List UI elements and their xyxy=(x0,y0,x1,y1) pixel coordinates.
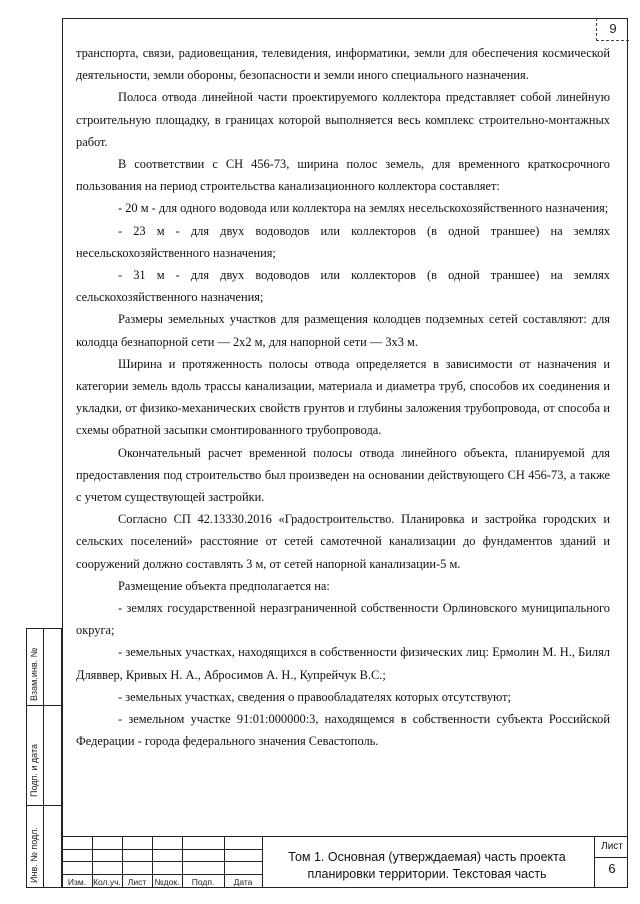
col-data: Дата xyxy=(233,877,253,887)
side-stamp-divider xyxy=(27,805,61,806)
paragraph: Размеры земельных участков для размещения колодцев подземных сетей составляют: для колодца безнапорной сети — 2х2 м, для напорной сети — 3х3 м. xyxy=(76,312,610,349)
paragraph: Размещение объекта предполагается на: xyxy=(118,578,330,593)
sheet-label: Лист xyxy=(601,841,623,852)
list-item: - земельных участках, сведения о правообладателях которых отсутствуют; xyxy=(118,689,511,704)
side-stamp-podp: Подп. и дата xyxy=(29,743,39,797)
sheet-number: 6 xyxy=(608,861,616,876)
list-item: - 23 м - для двух водоводов или коллекторов (в одной траншее) на землях несельскохозяйственного назначения; xyxy=(76,223,610,260)
paragraph: Ширина и протяженность полосы отвода определяется в зависимости от назначения и категории земель вдоль трассы канализации, материала и диаметра труб, способов их соединения и укладки, от физико-механических свойств грунтов и глубины заложения трубопровода, от способа и схемы обратной засыпки смонтированного трубопровода. xyxy=(76,356,610,438)
list-item: - 20 м - для одного водовода или коллектора на землях несельскохозяйственного назначения; xyxy=(118,201,609,216)
title-block-line xyxy=(594,837,595,888)
side-stamp xyxy=(26,628,62,888)
title-block-line xyxy=(262,837,263,888)
title-block-line xyxy=(594,857,628,858)
side-stamp-vzam: Взам.инв. № xyxy=(29,647,39,701)
page-number-box: 9 xyxy=(596,18,629,41)
paragraph: В соответствии с СН 456-73, ширина полос земель, для временного краткосрочного пользования на период строительства канализационного коллектора составляет: xyxy=(76,157,610,194)
paragraph: транспорта, связи, радиовещания, телевидения, информатики, земли для обеспечения космической деятельности, земли обороны, безопасности и земли иного специального назначения. xyxy=(76,46,610,83)
list-item: - 31 м - для двух водоводов или коллекторов (в одной траншее) на землях сельскохозяйственного назначения; xyxy=(76,268,610,305)
list-item: - землях государственной неразграниченной собственности Орлиновского муниципального округа; xyxy=(76,601,610,638)
list-item: - земельных участках, находящихся в собственности физических лиц: Ермолин М. Н., Билял Дляввер, Кривых Н. А., Абросимов А. Н., Купрейчук В.С.; xyxy=(76,645,610,682)
side-stamp-divider xyxy=(27,705,61,706)
col-podp: Подп. xyxy=(191,877,215,887)
paragraph: Полоса отвода линейной части проектируемого коллектора представляет собой линейную строительную площадку, в границах которой выполняется весь комплекс строительно-монтажных работ. xyxy=(76,90,610,149)
col-izm: Изм. xyxy=(67,877,87,887)
col-list: Лист xyxy=(127,877,147,887)
col-kol-uch: Кол.уч. xyxy=(93,877,121,887)
title-block xyxy=(62,836,628,888)
document-title: Том 1. Основная (утверждаемая) часть проекта планировки территории. Текстовая часть xyxy=(288,850,566,881)
col-ndok: №док. xyxy=(154,877,180,887)
paragraph: Согласно СП 42.13330.2016 «Градостроительство. Планировка и застройка городских и сельских поселений» расстояние от сетей самотечной канализации до фундаментов зданий и сооружений должно составлять 3 м, от сетей напорной канализации-5 м. xyxy=(76,512,610,571)
side-stamp-inv: Инв. № подл. xyxy=(29,826,39,883)
document-body xyxy=(76,42,610,753)
list-item: - земельном участке 91:01:000000:3, находящемся в собственности субъекта Российской Федерации - города федерального значения Севастополь. xyxy=(76,712,610,749)
paragraph: Окончательный расчет временной полосы отвода линейного объекта, планируемой для предоставления под строительство был произведен на основании действующего СН 456-73, а также с учетом существующей застройки. xyxy=(76,445,610,505)
